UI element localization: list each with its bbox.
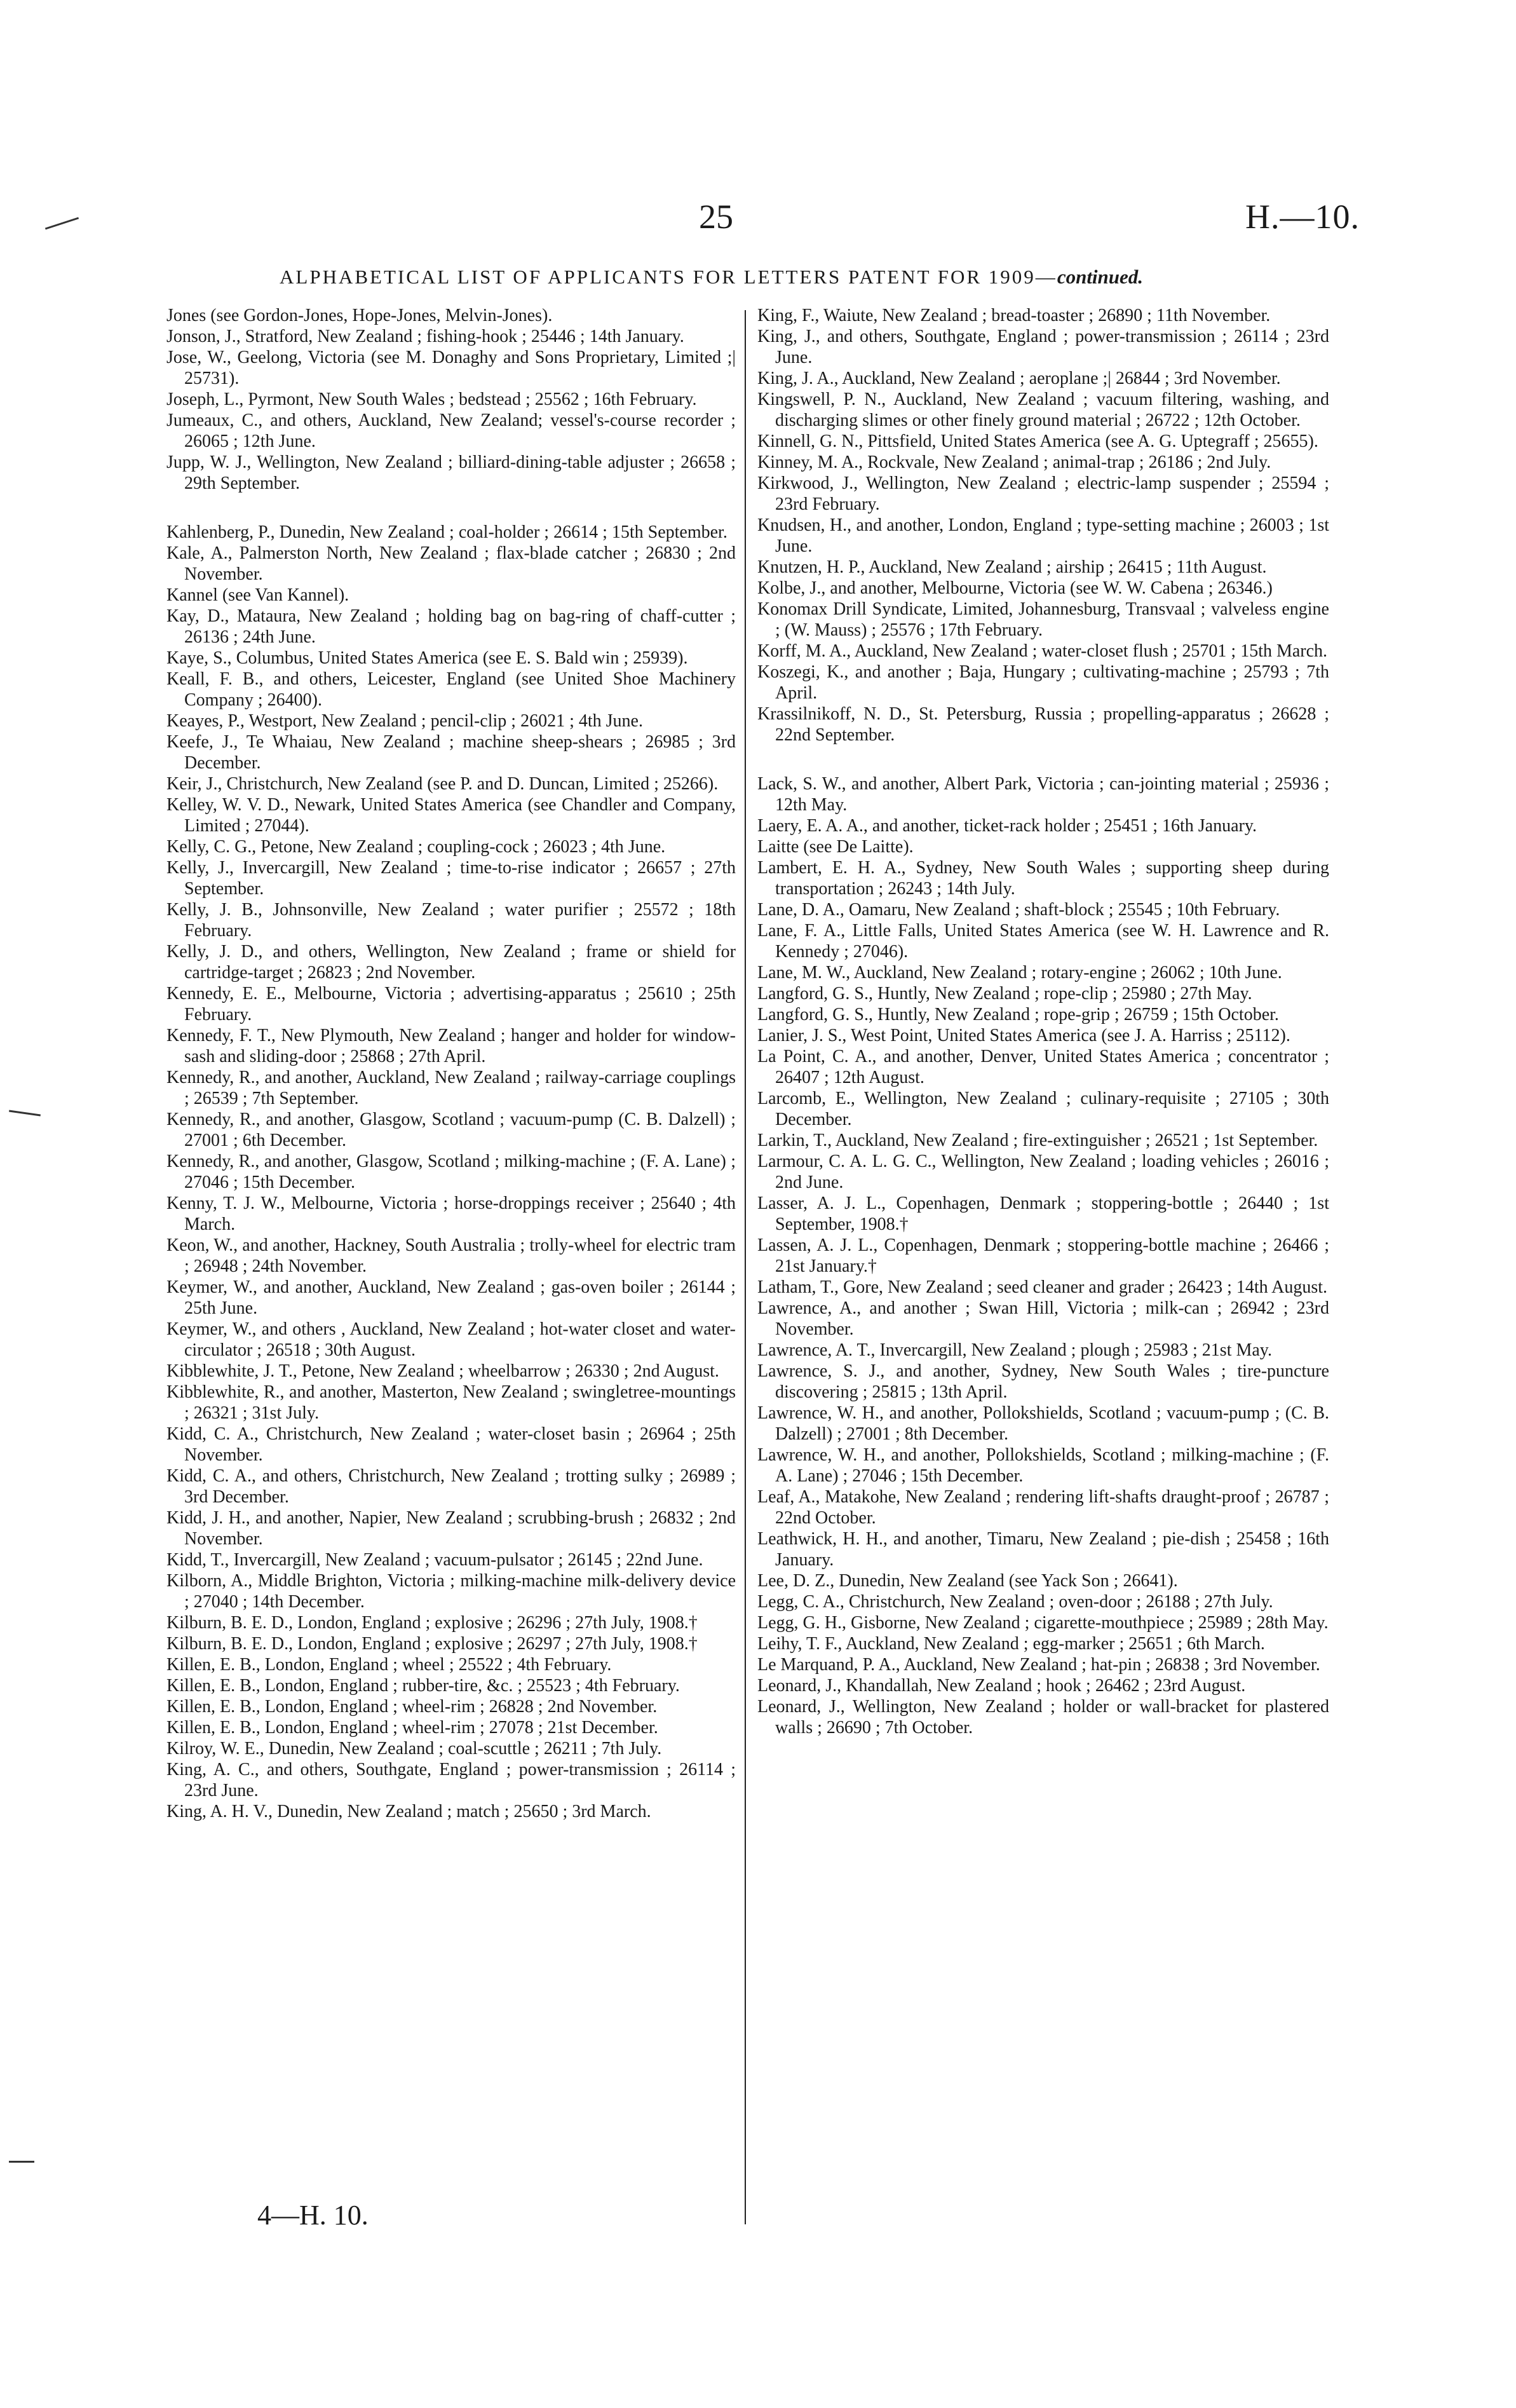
patent-entry: King, J., and others, Southgate, England ; power-transmission ; 26114 ; 23rd June. — [757, 327, 1329, 367]
patent-entry: Kennedy, R., and another, Auckland, New Zealand ; railway-carriage couplings ; 26539 ; 7th September. — [166, 1068, 736, 1108]
patent-entry: King, F., Waiute, New Zealand ; bread-toaster ; 26890 ; 11th November. — [757, 306, 1271, 325]
patent-entry: Koszegi, K., and another ; Baja, Hungary ; cultivating-machine ; 25793 ; 7th April. — [757, 662, 1329, 703]
patent-entry: Lawrence, A., and another ; Swan Hill, Victoria ; milk-can ; 26942 ; 23rd November. — [757, 1298, 1329, 1339]
patent-entry: Kilburn, B. E. D., London, England ; explosive ; 26296 ; 27th July, 1908.† — [166, 1613, 698, 1633]
patent-entry: Leonard, J., Khandallah, New Zealand ; hook ; 26462 ; 23rd August. — [757, 1676, 1246, 1696]
scan-mark — [9, 2161, 34, 2163]
patent-entry: Lee, D. Z., Dunedin, New Zealand (see Yack Son ; 26641). — [757, 1571, 1178, 1591]
patent-entry: Kidd, C. A., and others, Christchurch, New Zealand ; trotting sulky ; 26989 ; 3rd December. — [166, 1466, 736, 1507]
patent-entry: Kelly, J. B., Johnsonville, New Zealand ; water purifier ; 25572 ; 18th February. — [166, 900, 736, 941]
patent-entry: Jupp, W. J., Wellington, New Zealand ; billiard-dining-table adjuster ; 26658 ; 29th September. — [166, 452, 736, 493]
patent-entry: Kay, D., Mataura, New Zealand ; holding bag on bag-ring of chaff-cutter ; 26136 ; 24th June. — [166, 606, 736, 647]
patent-entry: Kidd, J. H., and another, Napier, New Zealand ; scrubbing-brush ; 26832 ; 2nd November. — [166, 1508, 736, 1549]
patent-entry: Keymer, W., and others , Auckland, New Zealand ; hot-water closet and water-circulator ; 26518 ; 30th August. — [166, 1319, 736, 1360]
patent-entry: Konomax Drill Syndicate, Limited, Johannesburg, Transvaal ; valveless engine ; (W. Mauss) ; 25576 ; 17th February. — [757, 599, 1329, 640]
patent-entry: Larcomb, E., Wellington, New Zealand ; culinary-requisite ; 27105 ; 30th December. — [757, 1089, 1329, 1129]
footer-signature-ref: 4—H. 10. — [257, 2200, 369, 2231]
patent-entry: Lasser, A. J. L., Copenhagen, Denmark ; stoppering-bottle ; 26440 ; 1st September, 1908.† — [757, 1194, 1329, 1234]
patent-entry: Knutzen, H. P., Auckland, New Zealand ; airship ; 26415 ; 11th August. — [757, 557, 1267, 577]
patent-entry: Larkin, T., Auckland, New Zealand ; fire-extinguisher ; 26521 ; 1st September. — [757, 1131, 1318, 1150]
patent-entry: Kennedy, R., and another, Glasgow, Scotland ; vacuum-pump (C. B. Dalzell) ; 27001 ; 6th December. — [166, 1110, 736, 1150]
scan-mark — [45, 217, 79, 230]
patent-entry: Legg, G. H., Gisborne, New Zealand ; cigarette-mouthpiece ; 25989 ; 28th May. — [757, 1613, 1329, 1633]
patent-entry: Lawrence, W. H., and another, Pollokshields, Scotland ; milking-machine ; (F. A. Lane) ; 27046 ; 15th December. — [757, 1445, 1329, 1486]
patent-entry: Killen, E. B., London, England ; wheel-rim ; 27078 ; 21st December. — [166, 1718, 658, 1738]
patent-entry: Kenny, T. J. W., Melbourne, Victoria ; horse-droppings receiver ; 25640 ; 4th March. — [166, 1194, 736, 1234]
patent-entry: Kale, A., Palmerston North, New Zealand ; flax-blade catcher ; 26830 ; 2nd November. — [166, 543, 736, 584]
patent-entry: Jose, W., Geelong, Victoria (see M. Donaghy and Sons Proprietary, Limited ;| 25731). — [166, 348, 736, 388]
patent-entry: Kelly, J. D., and others, Wellington, New Zealand ; frame or shield for cartridge-target ; 26823 ; 2nd November. — [166, 942, 736, 983]
patent-entry: Kannel (see Van Kannel). — [166, 585, 349, 605]
patent-entry: Leihy, T. F., Auckland, New Zealand ; egg-marker ; 25651 ; 6th March. — [757, 1634, 1265, 1654]
patent-entry: Lane, M. W., Auckland, New Zealand ; rotary-engine ; 26062 ; 10th June. — [757, 963, 1282, 983]
patent-entry: Legg, C. A., Christchurch, New Zealand ; oven-door ; 26188 ; 27th July. — [757, 1592, 1273, 1612]
page-number: 25 — [699, 198, 733, 236]
patent-entry: Leathwick, H. H., and another, Timaru, New Zealand ; pie-dish ; 25458 ; 16th January. — [757, 1529, 1329, 1570]
patent-entry: Larmour, C. A. L. G. C., Wellington, New Zealand ; loading vehicles ; 26016 ; 2nd June. — [757, 1152, 1329, 1192]
patent-entry: Keefe, J., Te Whaiau, New Zealand ; machine sheep-shears ; 26985 ; 3rd December. — [166, 732, 736, 773]
running-title-continued: continued. — [1057, 266, 1144, 288]
patent-entry: Kilburn, B. E. D., London, England ; explosive ; 26297 ; 27th July, 1908.† — [166, 1634, 698, 1654]
patent-entry: Jones (see Gordon-Jones, Hope-Jones, Melvin-Jones). — [166, 306, 553, 325]
running-title-text: ALPHABETICAL LIST OF APPLICANTS FOR LETTERS PATENT FOR 1909— — [280, 266, 1057, 288]
patent-entry: Killen, E. B., London, England ; wheel-rim ; 26828 ; 2nd November. — [166, 1697, 658, 1717]
series-reference: H.—10. — [1245, 198, 1360, 236]
patent-entry: Kinney, M. A., Rockvale, New Zealand ; animal-trap ; 26186 ; 2nd July. — [757, 452, 1271, 472]
patent-entry: Keon, W., and another, Hackney, South Australia ; trolly-wheel for electric tram ; 26948 ; 24th November. — [166, 1235, 736, 1276]
patent-entry: Latham, T., Gore, New Zealand ; seed cleaner and grader ; 26423 ; 14th August. — [757, 1277, 1328, 1297]
patent-entry: Joseph, L., Pyrmont, New South Wales ; bedstead ; 25562 ; 16th February. — [166, 390, 697, 409]
patent-entry: Kelley, W. V. D., Newark, United States America (see Chandler and Company, Limited ; 27044). — [166, 795, 736, 836]
column-rule — [745, 310, 746, 2224]
patent-entry: Keymer, W., and another, Auckland, New Zealand ; gas-oven boiler ; 26144 ; 25th June. — [166, 1277, 736, 1318]
patent-entry: Lambert, E. H. A., Sydney, New South Wales ; supporting sheep during transportation ; 26243 ; 14th July. — [757, 858, 1329, 899]
patent-entry: Lawrence, W. H., and another, Pollokshields, Scotland ; vacuum-pump ; (C. B. Dalzell) ; 27001 ; 8th December. — [757, 1403, 1329, 1444]
patent-entry: King, A. H. V., Dunedin, New Zealand ; match ; 25650 ; 3rd March. — [166, 1802, 651, 1821]
patent-entry: Krassilnikoff, N. D., St. Petersburg, Russia ; propelling-apparatus ; 26628 ; 22nd September. — [757, 704, 1329, 745]
patent-entry: Kibblewhite, J. T., Petone, New Zealand ; wheelbarrow ; 26330 ; 2nd August. — [166, 1361, 719, 1381]
patent-entry: Lack, S. W., and another, Albert Park, Victoria ; can-jointing material ; 25936 ; 12th May. — [757, 774, 1329, 815]
patent-entry: Kolbe, J., and another, Melbourne, Victoria (see W. W. Cabena ; 26346.) — [757, 578, 1273, 598]
patent-entry: Le Marquand, P. A., Auckland, New Zealand ; hat-pin ; 26838 ; 3rd November. — [757, 1655, 1320, 1675]
patent-entry: Kingswell, P. N., Auckland, New Zealand ; vacuum filtering, washing, and discharging slimes or other finely ground material ; 26722 ; 12th October. — [757, 390, 1329, 430]
patent-entry: Kidd, T., Invercargill, New Zealand ; vacuum-pulsator ; 26145 ; 22nd June. — [166, 1550, 703, 1570]
patent-entry: Lawrence, S. J., and another, Sydney, New South Wales ; tire-puncture discovering ; 25815 ; 13th April. — [757, 1361, 1329, 1402]
patent-entry: Lanier, J. S., West Point, United States America (see J. A. Harriss ; 25112). — [757, 1026, 1290, 1045]
patent-entry: Kaye, S., Columbus, United States America (see E. S. Bald win ; 25939). — [166, 648, 688, 668]
patent-entry: Kelly, J., Invercargill, New Zealand ; time-to-rise indicator ; 26657 ; 27th September. — [166, 858, 736, 899]
patent-entry: Killen, E. B., London, England ; rubber-tire, &c. ; 25523 ; 4th February. — [166, 1676, 680, 1696]
patent-entry: Kennedy, F. T., New Plymouth, New Zealand ; hanger and holder for window-sash and sliding-door ; 25868 ; 27th April. — [166, 1026, 736, 1066]
patent-entry: Kilborn, A., Middle Brighton, Victoria ; milking-machine milk-delivery device ; 27040 ; 14th December. — [166, 1571, 736, 1612]
patent-entry: Laitte (see De Laitte). — [757, 837, 914, 857]
patent-entry: King, J. A., Auckland, New Zealand ; aeroplane ;| 26844 ; 3rd November. — [757, 369, 1281, 388]
patent-entry: Kinnell, G. N., Pittsfield, United States America (see A. G. Uptegraff ; 25655). — [757, 432, 1318, 451]
patent-entry: Kelly, C. G., Petone, New Zealand ; coupling-cock ; 26023 ; 4th June. — [166, 837, 666, 857]
patent-entry: Lassen, A. J. L., Copenhagen, Denmark ; stoppering-bottle machine ; 26466 ; 21st January.† — [757, 1235, 1329, 1276]
patent-entry: Kennedy, E. E., Melbourne, Victoria ; advertising-apparatus ; 25610 ; 25th February. — [166, 984, 736, 1024]
patent-entry: Jonson, J., Stratford, New Zealand ; fishing-hook ; 25446 ; 14th January. — [166, 327, 684, 346]
patent-entry: Keayes, P., Westport, New Zealand ; pencil-clip ; 26021 ; 4th June. — [166, 711, 643, 731]
patent-entry: Kennedy, R., and another, Glasgow, Scotland ; milking-machine ; (F. A. Lane) ; 27046 ; 15th December. — [166, 1152, 736, 1192]
patent-entry: Lane, F. A., Little Falls, United States America (see W. H. Lawrence and R. Kennedy ; 27046). — [757, 921, 1329, 962]
patent-entry: Kibblewhite, R., and another, Masterton, New Zealand ; swingletree-mountings ; 26321 ; 31st July. — [166, 1382, 736, 1423]
scan-mark — [9, 1110, 41, 1117]
patent-entry: Langford, G. S., Huntly, New Zealand ; rope-clip ; 25980 ; 27th May. — [757, 984, 1252, 1003]
patent-entry: Laery, E. A. A., and another, ticket-rack holder ; 25451 ; 16th January. — [757, 816, 1257, 836]
patent-entry: Korff, M. A., Auckland, New Zealand ; water-closet flush ; 25701 ; 15th March. — [757, 641, 1328, 661]
patent-entry: Keall, F. B., and others, Leicester, England (see United Shoe Machinery Company ; 26400). — [166, 669, 736, 710]
left-column — [166, 305, 736, 1822]
patent-entry: Kahlenberg, P., Dunedin, New Zealand ; coal-holder ; 26614 ; 15th September. — [166, 522, 728, 542]
patent-entry: Keir, J., Christchurch, New Zealand (see P. and D. Duncan, Limited ; 25266). — [166, 774, 719, 794]
patent-entry: Kilroy, W. E., Dunedin, New Zealand ; coal-scuttle ; 26211 ; 7th July. — [166, 1739, 662, 1758]
patent-entry: Leonard, J., Wellington, New Zealand ; holder or wall-bracket for plastered walls ; 26690 ; 7th October. — [757, 1697, 1329, 1738]
patent-entry: King, A. C., and others, Southgate, England ; power-transmission ; 26114 ; 23rd June. — [166, 1760, 736, 1800]
right-column — [757, 305, 1329, 1738]
patent-entry: Leaf, A., Matakohe, New Zealand ; rendering lift-shafts draught-proof ; 26787 ; 22nd October. — [757, 1487, 1329, 1528]
patent-entry: Killen, E. B., London, England ; wheel ; 25522 ; 4th February. — [166, 1655, 612, 1675]
patent-entry: Langford, G. S., Huntly, New Zealand ; rope-grip ; 26759 ; 15th October. — [757, 1005, 1279, 1024]
patent-entry: Jumeaux, C., and others, Auckland, New Zealand; vessel's-course recorder ; 26065 ; 12th June. — [166, 411, 736, 451]
patent-entry: Kirkwood, J., Wellington, New Zealand ; electric-lamp suspender ; 25594 ; 23rd February. — [757, 473, 1329, 514]
patent-entry: Lawrence, A. T., Invercargill, New Zealand ; plough ; 25983 ; 21st May. — [757, 1340, 1272, 1360]
patent-entry: Lane, D. A., Oamaru, New Zealand ; shaft-block ; 25545 ; 10th February. — [757, 900, 1280, 920]
patent-entry: Kidd, C. A., Christchurch, New Zealand ; water-closet basin ; 26964 ; 25th November. — [166, 1424, 736, 1465]
patent-entry: Knudsen, H., and another, London, England ; type-setting machine ; 26003 ; 1st June. — [757, 515, 1329, 556]
patent-entry: La Point, C. A., and another, Denver, United States America ; concentrator ; 26407 ; 12th August. — [757, 1047, 1329, 1087]
running-title — [280, 266, 1143, 289]
